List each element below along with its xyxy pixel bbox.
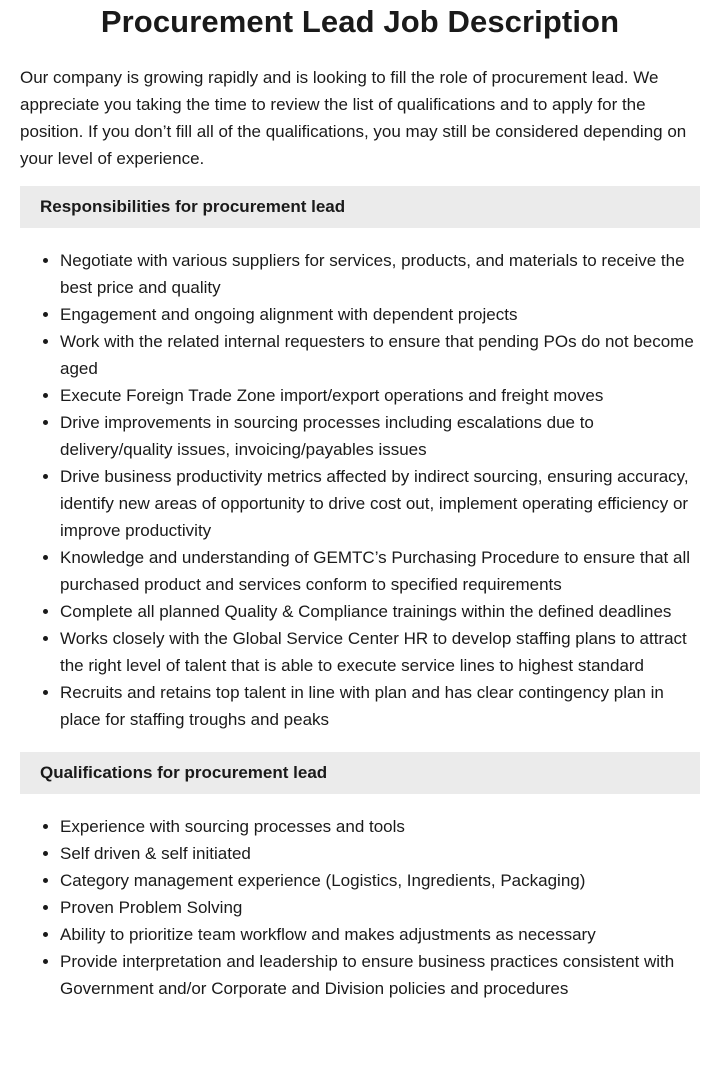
responsibilities-list — [20, 247, 700, 733]
list-item: • Proven Problem Solving — [60, 894, 700, 921]
responsibilities-heading: Responsibilities for procurement lead — [20, 186, 700, 228]
list-item: • Ability to prioritize team workflow and makes adjustments as necessary — [60, 921, 700, 948]
qualifications-list — [20, 813, 700, 1002]
list-item: • Knowledge and understanding of GEMTC’s Purchasing Procedure to ensure that all purchased product and services conform to specified requirements — [60, 544, 700, 598]
list-item: • Execute Foreign Trade Zone import/export operations and freight moves — [60, 382, 700, 409]
list-item: • Drive business productivity metrics affected by indirect sourcing, ensuring accuracy, identify new areas of opportunity to drive cost out, implement operating efficiency or improve productivity — [60, 463, 700, 544]
list-item: • Works closely with the Global Service Center HR to develop staffing plans to attract the right level of talent that is able to execute service lines to highest standard — [60, 625, 700, 679]
list-item: • Drive improvements in sourcing processes including escalations due to delivery/quality issues, invoicing/payables issues — [60, 409, 700, 463]
intro-paragraph: Our company is growing rapidly and is looking to fill the role of procurement lead. We appreciate you taking the time to review the list of qualifications and to apply for the position. If you don’t fill all of the qualifications, you may still be considered depending on your level of experience. — [20, 68, 687, 168]
section-spacer — [20, 733, 700, 752]
list-item: • Self driven & self initiated — [60, 840, 700, 867]
qualifications-heading: Qualifications for procurement lead — [20, 752, 700, 794]
list-item: • Category management experience (Logistics, Ingredients, Packaging) — [60, 867, 700, 894]
list-item: • Engagement and ongoing alignment with dependent projects — [60, 301, 700, 328]
list-item: • Provide interpretation and leadership to ensure business practices consistent with Government and/or Corporate and Division policies and procedures — [60, 948, 700, 1002]
page-title: Procurement Lead Job Description — [100, 4, 620, 39]
list-item: • Complete all planned Quality & Compliance trainings within the defined deadlines — [60, 598, 700, 625]
list-item: • Experience with sourcing processes and tools — [60, 813, 700, 840]
list-item: • Recruits and retains top talent in line with plan and has clear contingency plan in place for staffing troughs and peaks — [60, 679, 700, 733]
list-item: • Negotiate with various suppliers for services, products, and materials to receive the best price and quality — [60, 247, 700, 301]
list-item: • Work with the related internal requesters to ensure that pending POs do not become aged — [60, 328, 700, 382]
